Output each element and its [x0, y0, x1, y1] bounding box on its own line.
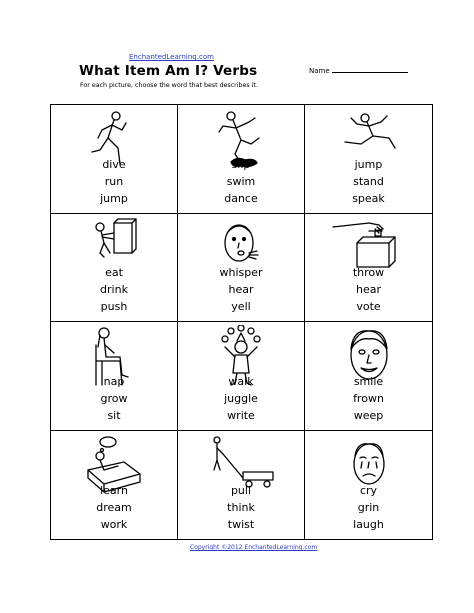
- choice-word[interactable]: push: [100, 300, 128, 313]
- cell-8: [178, 322, 305, 431]
- choice-word[interactable]: laugh: [353, 518, 384, 531]
- choice-word[interactable]: smile: [353, 374, 384, 388]
- copyright-link[interactable]: Copyright ©2012 EnchantedLearning.com: [190, 544, 318, 551]
- choice-word[interactable]: juggle: [224, 391, 258, 405]
- choice-word[interactable]: whisper: [219, 266, 263, 279]
- cell-3: [305, 105, 432, 214]
- choice-word[interactable]: drink: [100, 283, 128, 296]
- name-label: Name: [309, 67, 330, 75]
- choice-word[interactable]: run: [104, 174, 124, 188]
- choice-word[interactable]: sit: [107, 408, 121, 422]
- choice-word[interactable]: work: [100, 518, 128, 531]
- choice-word[interactable]: eat: [105, 266, 123, 279]
- choice-word[interactable]: learn: [100, 484, 128, 497]
- choice-word[interactable]: yell: [231, 300, 251, 313]
- choice-word[interactable]: pull: [230, 484, 252, 497]
- choice-word[interactable]: cry: [359, 484, 378, 497]
- cell-6: [305, 214, 432, 323]
- choice-word[interactable]: hear: [355, 283, 381, 296]
- cell-4: [51, 214, 178, 323]
- choice-word[interactable]: dive: [102, 157, 126, 171]
- cell-7: [51, 322, 178, 431]
- name-field-line[interactable]: [332, 72, 408, 73]
- choice-word[interactable]: frown: [353, 391, 384, 405]
- choice-word[interactable]: speak: [352, 191, 385, 205]
- page-title: What Item Am I? Verbs: [79, 63, 258, 79]
- cell-9: [305, 322, 432, 431]
- cell-12: [305, 431, 432, 540]
- choice-word[interactable]: vote: [356, 300, 381, 313]
- choice-word[interactable]: grow: [100, 391, 128, 405]
- choice-word[interactable]: dream: [96, 501, 132, 514]
- choice-word[interactable]: hear: [228, 283, 254, 296]
- choice-word[interactable]: swim: [226, 174, 256, 188]
- choice-word[interactable]: throw: [352, 266, 385, 279]
- choice-word[interactable]: slip: [231, 157, 251, 171]
- choice-word[interactable]: weep: [353, 408, 384, 422]
- choice-word[interactable]: twist: [227, 518, 255, 531]
- instructions: For each picture, choose the word that best describes it.: [80, 82, 258, 89]
- choice-word[interactable]: write: [227, 408, 255, 422]
- cell-10: [51, 431, 178, 540]
- cell-1: [51, 105, 178, 214]
- cell-5: [178, 214, 305, 323]
- site-link[interactable]: EnchantedLearning.com: [129, 53, 214, 61]
- choice-word[interactable]: nap: [103, 374, 125, 388]
- choice-word[interactable]: jump: [354, 157, 383, 171]
- worksheet-grid: [50, 104, 433, 540]
- choice-word[interactable]: stand: [353, 174, 384, 188]
- choice-word[interactable]: grin: [357, 501, 380, 514]
- cell-11: [178, 431, 305, 540]
- choice-word[interactable]: think: [227, 501, 255, 514]
- choice-word[interactable]: walk: [228, 374, 254, 388]
- cell-2: [178, 105, 305, 214]
- choice-word[interactable]: jump: [100, 191, 128, 205]
- choice-word[interactable]: dance: [224, 191, 258, 205]
